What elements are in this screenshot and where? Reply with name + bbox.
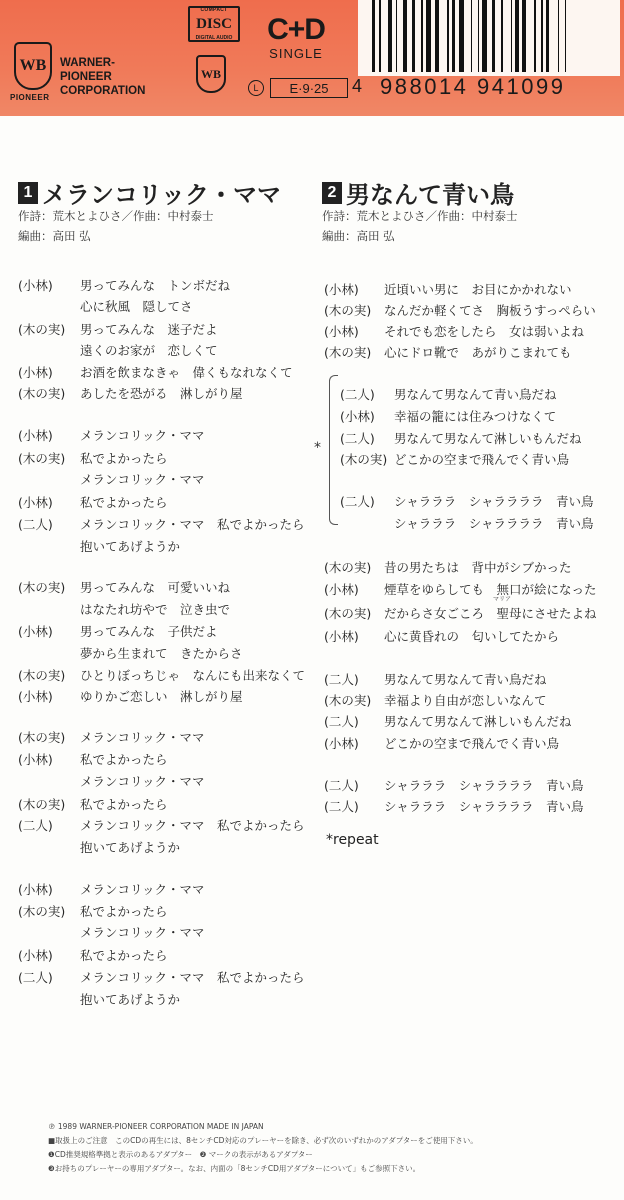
compact-disc-logo [188, 6, 240, 42]
lyric-text: メランコリック・ママ [80, 882, 205, 897]
l-mark-icon: L [248, 80, 264, 96]
singer-label: (二人) [18, 517, 53, 532]
singer-label: (小林) [324, 282, 359, 297]
lyric-text: 近頃いい男に お目にかかれない [384, 282, 572, 297]
lyric-text: 男ってみんな 可愛いいね [80, 580, 231, 595]
song2-number: 2 [322, 182, 342, 204]
song2-credit-arranger: 編曲：高田 弘 [322, 229, 395, 243]
song2-title [322, 175, 514, 210]
lyric-text: 私でよかったら [80, 797, 168, 812]
lyric-text: はなたれ坊やで 泣き虫で [80, 602, 231, 617]
header-band [0, 0, 624, 116]
wb-shield-logo: WB [14, 42, 52, 90]
wb-shield-logo-small: WB [196, 55, 226, 93]
lyric-text: 男なんて男なんて青い鳥だね [394, 387, 557, 402]
singer-label: (木の実) [18, 797, 66, 812]
singer-label: (木の実) [324, 303, 372, 318]
singer-label: (小林) [18, 752, 53, 767]
lyric-text: 私でよかったら [80, 495, 168, 510]
compact-label: COMPACT [200, 7, 228, 13]
singer-label: (木の実) [18, 730, 66, 745]
barcode-bar [511, 0, 513, 72]
barcode-bar [459, 0, 464, 72]
singer-label: (小林) [18, 495, 53, 510]
singer-label: (木の実) [324, 606, 372, 621]
song2-credit-writer: 作詩：荒木とよひさ／作曲：中村泰士 [322, 209, 518, 223]
cd-single-logo [258, 14, 334, 61]
lyric-text: メランコリック・ママ 私でよかったら [80, 517, 305, 532]
barcode-bar [478, 0, 480, 72]
singer-label: (二人) [340, 494, 375, 509]
footer-adapter-1-2: ❶CD推奨規格準拠と表示のあるアダプター ❷ マークの表示があるアダプター [48, 1150, 313, 1159]
singer-label: (二人) [324, 799, 359, 814]
lyric-text: お酒を飲まなきゃ 偉くもなれなくて [80, 365, 293, 380]
song2-credits [322, 206, 518, 246]
lyric-text: 男ってみんな トンボだね [80, 278, 231, 293]
barcode-bar [558, 0, 560, 72]
song2-title-text: 男なんて青い鳥 [346, 181, 514, 209]
lyric-text: それでも恋をしたら 女は弱いよね [384, 324, 585, 339]
singer-label: (木の実) [18, 668, 66, 683]
barcode-bar [534, 0, 536, 72]
singer-label: (小林) [18, 948, 53, 963]
barcode-bar [421, 0, 423, 72]
singer-label: (小林) [324, 629, 359, 644]
lyric-text: どこかの空まで飛んでく青い鳥 [384, 736, 560, 751]
lyric-text: だからさ女ごころ 聖母にさせたよね [384, 606, 597, 621]
lyric-text: 私でよかったら [80, 948, 168, 963]
lyric-text: ひとりぼっちじゃ なんにも出来なくて [80, 668, 306, 683]
lyric-text: 男なんて男なんて青い鳥だね [384, 672, 547, 687]
lyric-text: 煙草をゆらしても 無口が絵になった [384, 582, 597, 597]
lyric-text: 抱いてあげようか [80, 539, 181, 554]
barcode-bar [492, 0, 495, 72]
barcode-bar [426, 0, 431, 72]
digital-audio-label: DIGITAL AUDIO [195, 35, 233, 41]
singer-label: (二人) [340, 431, 375, 446]
repeat-note: *repeat [326, 832, 379, 848]
lyric-text: メランコリック・ママ 私でよかったら [80, 818, 305, 833]
lyric-text: 男ってみんな 迷子だよ [80, 322, 218, 337]
barcode-bar [388, 0, 391, 72]
song1-number: 1 [18, 182, 38, 204]
singer-label: (木の実) [18, 322, 66, 337]
singer-label: (木の実) [324, 693, 372, 708]
singer-label: (小林) [324, 324, 359, 339]
lyric-text: どこかの空まで飛んでく青い鳥 [394, 452, 570, 467]
barcode-bar [541, 0, 543, 72]
chorus-marker: * [314, 440, 321, 456]
singer-label: (二人) [324, 714, 359, 729]
lyric-text: シャラララ シャララララ 青い鳥 [384, 778, 584, 793]
barcode-bar [396, 0, 398, 72]
barcode-bar [435, 0, 438, 72]
single-label: SINGLE [269, 46, 323, 61]
singer-label: (二人) [340, 387, 375, 402]
footer-notes [48, 1120, 608, 1176]
lyric-text: 抱いてあげようか [80, 840, 181, 855]
lyric-text: メランコリック・ママ [80, 472, 205, 487]
singer-label: (木の実) [18, 451, 66, 466]
lyric-text: シャラララ シャララララ 青い鳥 [394, 516, 594, 531]
lyric-text: 夢から生まれて きたからさ [80, 646, 243, 661]
lyric-text: シャラララ シャララララ 青い鳥 [384, 799, 584, 814]
barcode-bar [501, 0, 503, 72]
singer-label: (小林) [18, 278, 53, 293]
singer-label: (二人) [324, 672, 359, 687]
barcode-bar [482, 0, 487, 72]
song1-credit-writer: 作詩：荒木とよひさ／作曲：中村泰士 [18, 209, 214, 223]
lyric-text: 心にドロ靴で あがりこまれても [384, 345, 572, 360]
song1-credit-arranger: 編曲：高田 弘 [18, 229, 91, 243]
company-name: WARNER- PIONEER CORPORATION [60, 57, 146, 97]
footer-adapter-3: ❸お持ちのプレーヤーの専用アダプター。なお、内面の「8センチCD用アダプターについて」もご参照下さい。 [48, 1164, 421, 1173]
catalog-number: E·9·25 [270, 78, 348, 98]
lyric-text: 昔の男たちは 背中がシブかった [384, 560, 572, 575]
song1-credits [18, 206, 214, 246]
lyric-text: 私でよかったら [80, 904, 168, 919]
lyric-text: 私でよかったら [80, 752, 168, 767]
singer-label: (木の実) [18, 386, 66, 401]
song1-title-text: メランコリック・ママ [42, 181, 282, 209]
barcode-bar [452, 0, 455, 72]
barcode-bars [372, 0, 608, 72]
song1-title [18, 175, 281, 210]
lyric-text: 男なんて男なんて淋しいもんだね [394, 431, 582, 446]
lyric-text: 抱いてあげようか [80, 992, 181, 1007]
lyric-text: 心に黄昏れの 匂いしてたから [384, 629, 560, 644]
singer-label: (小林) [324, 736, 359, 751]
singer-label: (小林) [18, 365, 53, 380]
singer-label: (二人) [18, 970, 53, 985]
singer-label: (小林) [18, 428, 53, 443]
lyric-text: メランコリック・ママ [80, 730, 205, 745]
singer-label: (木の実) [324, 345, 372, 360]
disc-label: DISC [196, 16, 232, 32]
singer-label: (木の実) [18, 580, 66, 595]
singer-label: (木の実) [18, 904, 66, 919]
lyric-text: 私でよかったら [80, 451, 168, 466]
lyric-text: 心に秋風 隠してさ [80, 299, 193, 314]
barcode [352, 0, 624, 116]
footer-copyright: ℗ 1989 WARNER-PIONEER CORPORATION MADE IN JAPAN [48, 1122, 264, 1131]
singer-label: (小林) [18, 882, 53, 897]
barcode-bar [379, 0, 381, 72]
ruby-maria: マリア [493, 596, 512, 603]
lyric-text: ゆりかご恋しい 淋しがり屋 [80, 689, 243, 704]
cd-mark: C+D [267, 13, 325, 46]
pioneer-label: PIONEER [10, 93, 50, 102]
singer-label: (小林) [18, 689, 53, 704]
barcode-bar [522, 0, 525, 72]
chorus-bracket [329, 375, 338, 525]
singer-label: (木の実) [324, 560, 372, 575]
lyric-text: なんだか軽くてさ 胸板うすっぺらい [384, 303, 596, 318]
lyric-text: 幸福より自由が恋しいなんて [384, 693, 547, 708]
lyric-text: 遠くのお家が 恋しくて [80, 343, 218, 358]
lyric-text: 男ってみんな 子供だよ [80, 624, 218, 639]
lyric-text: シャラララ シャララララ 青い鳥 [394, 494, 594, 509]
lyric-text: メランコリック・ママ 私でよかったら [80, 970, 305, 985]
singer-label: (小林) [324, 582, 359, 597]
lyric-text: 幸福の籠には住みつけなくて [394, 409, 557, 424]
lyric-text: あしたを恐がる 淋しがり屋 [80, 386, 243, 401]
barcode-digits: 988014 941099 [380, 74, 566, 99]
lyric-text: メランコリック・ママ [80, 925, 205, 940]
barcode-bar [403, 0, 408, 72]
singer-label: (二人) [18, 818, 53, 833]
barcode-bar [565, 0, 567, 72]
barcode-bar [471, 0, 473, 72]
lyric-text: メランコリック・ママ [80, 774, 205, 789]
barcode-bar [515, 0, 518, 72]
barcode-bar [372, 0, 375, 72]
singer-label: (小林) [340, 409, 375, 424]
lyric-text: 男なんて男なんて淋しいもんだね [384, 714, 572, 729]
barcode-bar [546, 0, 549, 72]
barcode-bar [412, 0, 415, 72]
barcode-lead-digit: 4 [352, 76, 363, 96]
barcode-bar [447, 0, 449, 72]
singer-label: (小林) [18, 624, 53, 639]
singer-label: (木の実) [340, 452, 388, 467]
lyric-text: メランコリック・ママ [80, 428, 205, 443]
footer-caution: ■取扱上のご注意 このCDの再生には、8センチCD対応のプレーヤーを除き、必ず次のいずれかのアダプターをご使用下さい。 [48, 1136, 478, 1145]
singer-label: (二人) [324, 778, 359, 793]
